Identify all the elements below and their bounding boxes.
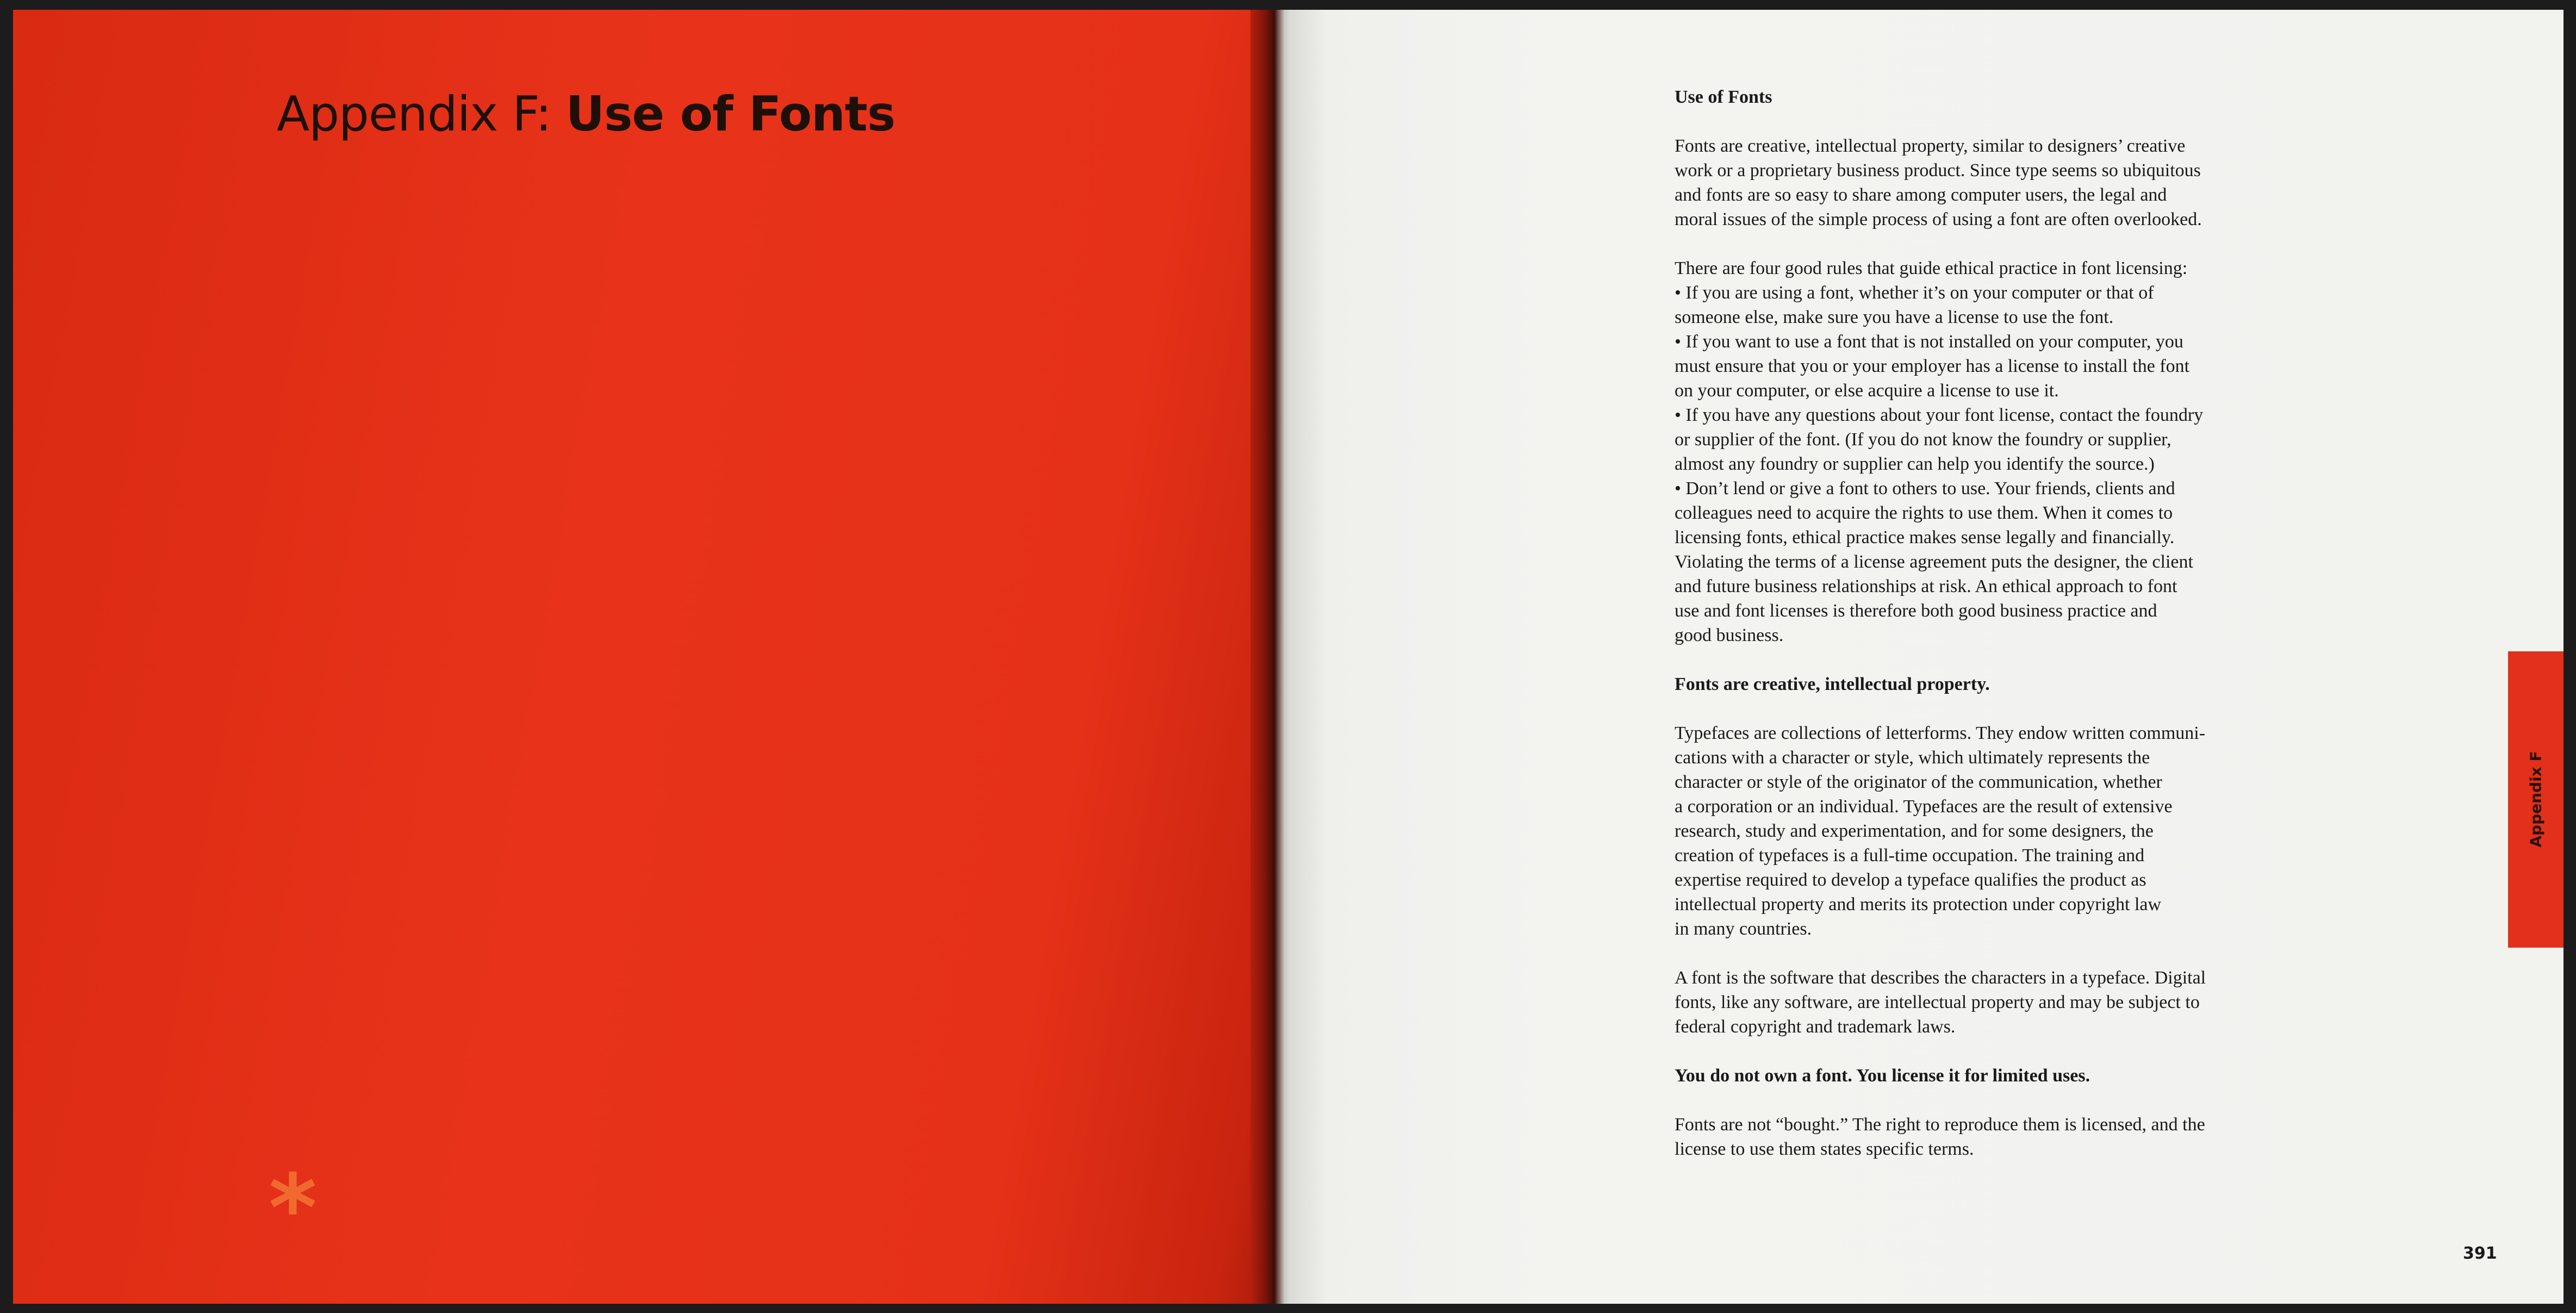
body-text-line: character or style of the originator of the communication, whether [1675, 772, 2162, 792]
body-text-line: a corporation or an individual. Typefaces are the result of extensive [1675, 796, 2173, 817]
paragraph-gap [1675, 941, 2327, 966]
body-text-line: someone else, make sure you have a license to use the font. [1675, 307, 2114, 327]
body-text-line: must ensure that you or your employer has a license to install the font [1675, 356, 2190, 376]
body-text-line: and fonts are so easy to share among computer users, the legal and [1675, 185, 2167, 205]
body-text-line: There are four good rules that guide ethical practice in font licensing: [1675, 258, 2188, 278]
body-text-line: • If you want to use a font that is not installed on your computer, you [1675, 332, 2183, 352]
body-text-line: and future business relationships at risk. An ethical approach to font [1675, 576, 2177, 596]
body-text-line: colleagues need to acquire the rights to use them. When it comes to [1675, 503, 2173, 523]
right-page [1289, 10, 2563, 1304]
appendix-title [277, 86, 895, 142]
body-text-line: creation of typefaces is a full-time occupation. The training and [1675, 845, 2145, 866]
body-text-line: work or a proprietary business product. Since type seems so ubiquitous [1675, 160, 2201, 181]
book-gutter [1250, 10, 1294, 1304]
section-heading: You do not own a font. You license it for limited uses. [1675, 1066, 2090, 1086]
appendix-title-main: Use of Fonts [565, 86, 895, 142]
body-text-line: almost any foundry or supplier can help you identify the source.) [1675, 454, 2155, 474]
body-text-line: • Don’t lend or give a font to others to use. Your friends, clients and [1675, 478, 2175, 499]
body-text-line: cations with a character or style, which ultimately represents the [1675, 748, 2150, 768]
body-text-line: in many countries. [1675, 919, 1812, 939]
section-heading: Use of Fonts [1675, 87, 1772, 107]
body-text-line: Typefaces are collections of letterforms. They endow written communi- [1675, 723, 2206, 743]
body-text-line: good business. [1675, 625, 1784, 645]
body-text-line: licensing fonts, ethical practice makes sense legally and financially. [1675, 527, 2175, 547]
body-text-line: use and font licenses is therefore both good business practice and [1675, 601, 2157, 621]
body-text-column [1675, 85, 2327, 1161]
body-text-line: • If you are using a font, whether it’s on your computer or that of [1675, 283, 2154, 303]
body-text-line: moral issues of the simple process of using a font are often overlooked. [1675, 209, 2202, 229]
appendix-title-prefix: Appendix F: [277, 86, 566, 142]
paragraph-gap [1675, 648, 2327, 672]
body-text-line: on your computer, or else acquire a license to use it. [1675, 381, 2059, 401]
page-number: 391 [2463, 1244, 2497, 1263]
paragraph-gap [1675, 232, 2327, 256]
body-text-line: research, study and experimentation, and for some designers, the [1675, 821, 2154, 841]
appendix-side-tab [2508, 651, 2563, 948]
body-text-line: federal copyright and trademark laws. [1675, 1017, 1956, 1037]
section-heading: Fonts are creative, intellectual property. [1675, 674, 1990, 694]
body-text-line: Violating the terms of a license agreement puts the designer, the client [1675, 552, 2193, 572]
body-text-line: A font is the software that describes the characters in a typeface. Digital [1675, 968, 2206, 988]
side-tab-label: Appendix F [2527, 751, 2545, 848]
paragraph-gap [1675, 1039, 2327, 1063]
body-text-line: • If you have any questions about your font license, contact the foundry [1675, 405, 2204, 425]
left-page [13, 10, 1274, 1304]
body-text-line: license to use them states specific terms. [1675, 1139, 1974, 1159]
paragraph-gap [1675, 696, 2327, 721]
body-text-line: fonts, like any software, are intellectual property and may be subject to [1675, 992, 2200, 1012]
body-text-line: Fonts are creative, intellectual property, similar to designers’ creative [1675, 136, 2186, 156]
body-text-line: or supplier of the font. (If you do not know the foundry or supplier, [1675, 430, 2171, 450]
body-text-line: Fonts are not “bought.” The right to reproduce them is licensed, and the [1675, 1115, 2205, 1135]
paragraph-gap [1675, 1088, 2327, 1112]
body-text-line: intellectual property and merits its protection under copyright law [1675, 894, 2162, 914]
paragraph-gap [1675, 109, 2327, 134]
body-text-line: expertise required to develop a typeface qualifies the product as [1675, 870, 2146, 890]
asterisk-ornament-icon: * [269, 1155, 317, 1262]
